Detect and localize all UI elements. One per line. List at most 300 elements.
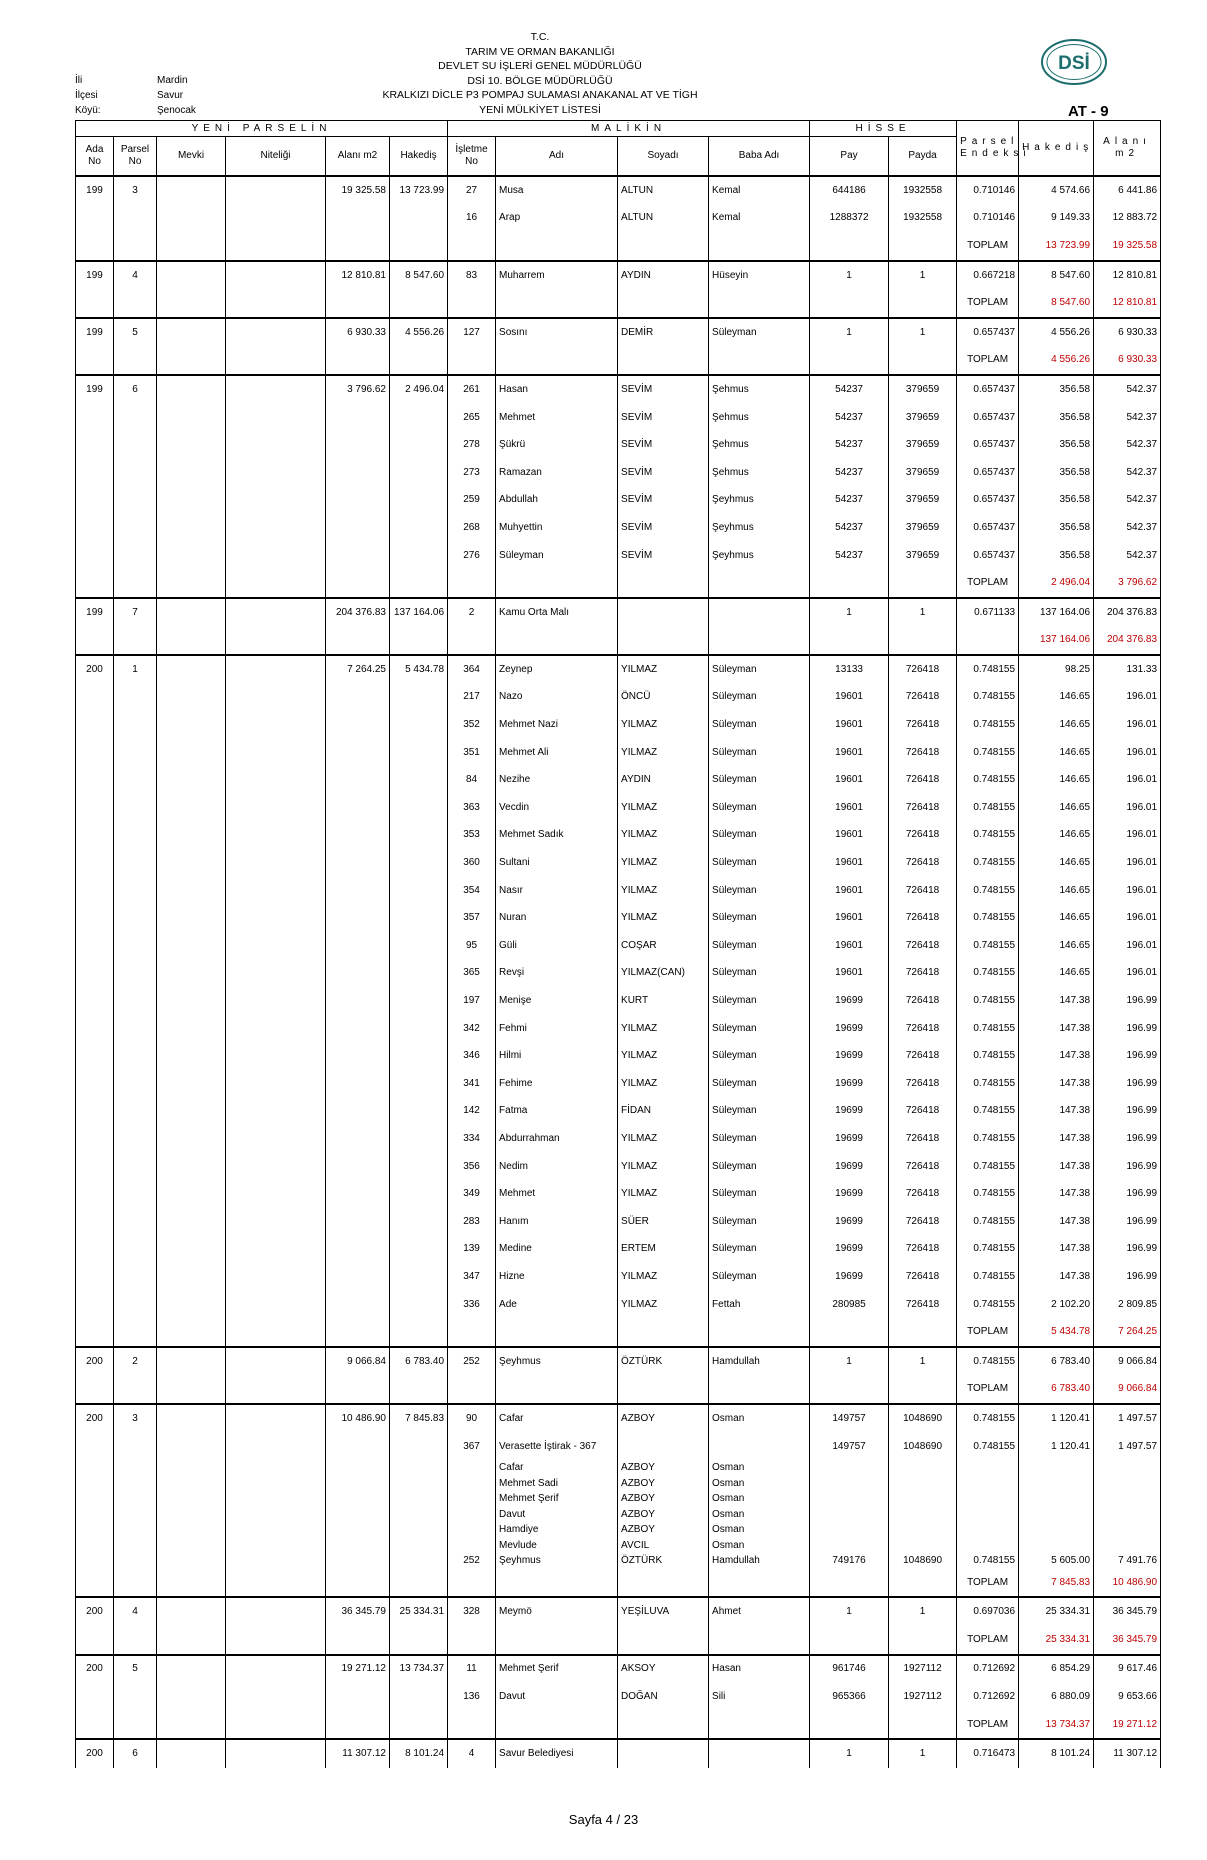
cell-empty (390, 739, 448, 767)
cell-payda: 726418 (889, 1180, 957, 1208)
cell-empty (618, 1626, 709, 1655)
meta-key: Köyü: (75, 105, 101, 116)
cell-pay: 19699 (810, 1236, 889, 1264)
cell-empty (390, 766, 448, 794)
cell-owner-hakedis: 146.65 (1019, 877, 1094, 905)
cell-owner-name: Abdullah (496, 487, 618, 515)
cell-owner-hakedis: 146.65 (1019, 849, 1094, 877)
cell-owner-alan: 196.01 (1094, 904, 1161, 932)
cell-niteligi (226, 1655, 326, 1684)
total-row (76, 627, 1161, 656)
cell-owner-alan: 542.37 (1094, 404, 1161, 432)
cell-father-name: Hasan (709, 1655, 810, 1684)
cell-pay: 19699 (810, 1015, 889, 1043)
cell-empty (390, 1626, 448, 1655)
dsi-logo-icon (1040, 38, 1108, 86)
cell-empty (157, 1098, 226, 1126)
cell-father-name: Süleyman (709, 684, 810, 712)
cell-empty (326, 1098, 390, 1126)
total-row (76, 347, 1161, 376)
cell-empty (114, 766, 157, 794)
cell-owner-name: Mehmet Sadık (496, 822, 618, 850)
cell-isletme-no: 268 (448, 514, 496, 542)
cell-pay: 1 (810, 1739, 889, 1768)
cell-pay: 19699 (810, 987, 889, 1015)
cell-empty (448, 347, 496, 376)
cell-empty (157, 1460, 226, 1476)
cell-father-name: Osman (709, 1507, 810, 1523)
cell-parsel-endeksi: 0.748155 (957, 1042, 1019, 1070)
cell-isletme-no: 349 (448, 1180, 496, 1208)
total-hakedis: 4 556.26 (1019, 347, 1094, 376)
cell-payda: 726418 (889, 1098, 957, 1126)
cell-empty (157, 347, 226, 376)
cell-owner-hakedis: 137 164.06 (1019, 598, 1094, 627)
cell-empty (618, 1569, 709, 1598)
cell-pay: 54237 (810, 431, 889, 459)
cell-isletme-no: 4 (448, 1739, 496, 1768)
cell-empty (226, 1683, 326, 1711)
cell-payda: 1927112 (889, 1683, 957, 1711)
cell-empty (114, 1538, 157, 1554)
cell-owner-alan: 542.37 (1094, 487, 1161, 515)
cell-empty (618, 232, 709, 261)
cell-parsel-no: 1 (114, 655, 157, 684)
cell-empty (390, 684, 448, 712)
cell-owner-name: Muharrem (496, 261, 618, 290)
total-row (76, 1626, 1161, 1655)
cell-owner-name: Mehmet Ali (496, 739, 618, 767)
cell-empty (448, 627, 496, 656)
cell-alan: 36 345.79 (326, 1597, 390, 1626)
cell-empty (618, 627, 709, 656)
cell-owner-alan: 196.99 (1094, 1236, 1161, 1264)
cell-isletme-no: 346 (448, 1042, 496, 1070)
cell-empty (114, 794, 157, 822)
cell-pay: 19699 (810, 1125, 889, 1153)
cell-empty (114, 1553, 157, 1569)
cell-owner-alan: 9 066.84 (1094, 1347, 1161, 1376)
cell-owner-alan: 196.99 (1094, 1098, 1161, 1126)
cell-owner-alan (1094, 1476, 1161, 1492)
cell-payda: 726418 (889, 1015, 957, 1043)
cell-owner-hakedis: 2 102.20 (1019, 1291, 1094, 1319)
cell-pay: 19601 (810, 904, 889, 932)
table-row (76, 904, 1161, 932)
cell-owner-alan: 196.01 (1094, 822, 1161, 850)
cell-empty (709, 347, 810, 376)
col-hakedis-result: Hakediş (1019, 121, 1094, 177)
cell-empty (157, 794, 226, 822)
cell-father-name: Şeyhmus (709, 514, 810, 542)
cell-empty (709, 569, 810, 598)
cell-empty (390, 404, 448, 432)
cell-empty (157, 932, 226, 960)
cell-empty (496, 569, 618, 598)
cell-niteligi (226, 261, 326, 290)
cell-parsel-no: 5 (114, 318, 157, 347)
cell-empty (390, 794, 448, 822)
cell-parsel-endeksi: 0.748155 (957, 822, 1019, 850)
cell-parsel-endeksi: 0.657437 (957, 318, 1019, 347)
cell-owner-name: Musa (496, 176, 618, 205)
total-hakedis: 2 496.04 (1019, 569, 1094, 598)
cell-owner-hakedis (1019, 1538, 1094, 1554)
table-row (76, 1655, 1161, 1684)
cell-owner-hakedis: 4 556.26 (1019, 318, 1094, 347)
total-alan: 9 066.84 (1094, 1376, 1161, 1405)
cell-empty (226, 487, 326, 515)
cell-empty (496, 627, 618, 656)
cell-parsel-endeksi: 0.748155 (957, 711, 1019, 739)
cell-father-name: Süleyman (709, 877, 810, 905)
cell-empty (390, 1291, 448, 1319)
cell-owner-surname: SEVİM (618, 514, 709, 542)
cell-owner-surname: AZBOY (618, 1507, 709, 1523)
cell-payda: 1 (889, 261, 957, 290)
total-hakedis: 7 845.83 (1019, 1569, 1094, 1598)
cell-payda: 379659 (889, 375, 957, 404)
cell-empty (157, 1042, 226, 1070)
cell-empty (76, 877, 114, 905)
table-row (76, 1683, 1161, 1711)
cell-owner-alan: 9 653.66 (1094, 1683, 1161, 1711)
cell-owner-name: Menişe (496, 987, 618, 1015)
cell-empty (157, 1711, 226, 1740)
cell-empty (157, 1569, 226, 1598)
cell-owner-alan: 1 497.57 (1094, 1404, 1161, 1433)
cell-ada-no: 199 (76, 598, 114, 627)
cell-father-name: Süleyman (709, 739, 810, 767)
cell-owner-surname: YILMAZ (618, 794, 709, 822)
cell-empty (889, 232, 957, 261)
cell-owner-surname: SÜER (618, 1208, 709, 1236)
cell-payda: 379659 (889, 404, 957, 432)
col-isletme-no: İşletme No (448, 137, 496, 177)
cell-empty (326, 1042, 390, 1070)
cell-empty (114, 347, 157, 376)
cell-empty (76, 1569, 114, 1598)
cell-empty (76, 627, 114, 656)
cell-isletme-no: 283 (448, 1208, 496, 1236)
cell-empty (390, 822, 448, 850)
cell-pay: 19601 (810, 877, 889, 905)
cell-ada-no: 199 (76, 375, 114, 404)
cell-owner-surname: DOĞAN (618, 1683, 709, 1711)
cell-empty (390, 1491, 448, 1507)
cell-empty (76, 1522, 114, 1538)
total-label: TOPLAM (957, 1569, 1019, 1598)
cell-payda: 1932558 (889, 176, 957, 205)
total-label: TOPLAM (957, 232, 1019, 261)
cell-empty (326, 1491, 390, 1507)
cell-owner-surname: YILMAZ(CAN) (618, 960, 709, 988)
cell-empty (226, 1522, 326, 1538)
cell-empty (114, 1153, 157, 1181)
cell-isletme-no: 347 (448, 1263, 496, 1291)
cell-empty (709, 1626, 810, 1655)
cell-father-name: Şehmus (709, 459, 810, 487)
cell-empty (157, 1153, 226, 1181)
col-parsel-endeksi: Parsel Endeksi (957, 121, 1019, 177)
cell-ada-no: 200 (76, 1655, 114, 1684)
cell-empty (226, 232, 326, 261)
cell-owner-surname: YILMAZ (618, 849, 709, 877)
cell-empty (114, 739, 157, 767)
cell-pay: 19699 (810, 1180, 889, 1208)
cell-empty (390, 1208, 448, 1236)
cell-owner-alan: 196.99 (1094, 1153, 1161, 1181)
cell-ada-no: 200 (76, 1347, 114, 1376)
cell-empty (226, 904, 326, 932)
cell-empty (76, 1376, 114, 1405)
cell-empty (157, 459, 226, 487)
meta-key: İlçesi (75, 90, 98, 101)
cell-parsel-endeksi: 0.748155 (957, 1553, 1019, 1569)
cell-payda: 726418 (889, 684, 957, 712)
cell-empty (226, 404, 326, 432)
cell-pay (810, 1460, 889, 1476)
table-row (76, 1739, 1161, 1768)
cell-mevki (157, 1404, 226, 1433)
cell-empty (390, 1553, 448, 1569)
cell-empty (709, 1318, 810, 1347)
cell-owner-hakedis: 147.38 (1019, 1263, 1094, 1291)
cell-owner-alan (1094, 1491, 1161, 1507)
cell-owner-surname: AZBOY (618, 1491, 709, 1507)
cell-mevki (157, 598, 226, 627)
cell-empty (326, 404, 390, 432)
cell-owner-hakedis: 356.58 (1019, 459, 1094, 487)
cell-parsel-endeksi: 0.748155 (957, 655, 1019, 684)
header-line: DEVLET SU İŞLERİ GENEL MÜDÜRLÜĞÜ (438, 60, 642, 72)
cell-owner-hakedis (1019, 1476, 1094, 1492)
cell-mevki (157, 1655, 226, 1684)
cell-empty (226, 932, 326, 960)
cell-empty (157, 711, 226, 739)
cell-owner-name: Hamdiye (496, 1522, 618, 1538)
cell-father-name: Süleyman (709, 1236, 810, 1264)
cell-owner-hakedis: 98.25 (1019, 655, 1094, 684)
cell-parsel-endeksi (957, 1522, 1019, 1538)
cell-isletme-no: 197 (448, 987, 496, 1015)
cell-pay: 19601 (810, 849, 889, 877)
cell-pay: 19601 (810, 960, 889, 988)
cell-empty (390, 1683, 448, 1711)
cell-payda: 726418 (889, 877, 957, 905)
cell-empty (157, 569, 226, 598)
cell-empty (226, 877, 326, 905)
total-hakedis: 5 434.78 (1019, 1318, 1094, 1347)
cell-empty (709, 627, 810, 656)
cell-empty (157, 1263, 226, 1291)
cell-owner-name: Cafar (496, 1460, 618, 1476)
cell-empty (114, 514, 157, 542)
cell-empty (810, 569, 889, 598)
cell-empty (114, 431, 157, 459)
cell-owner-name: Muhyettin (496, 514, 618, 542)
cell-alan: 6 930.33 (326, 318, 390, 347)
cell-owner-name: Vecdin (496, 794, 618, 822)
cell-owner-hakedis: 147.38 (1019, 1015, 1094, 1043)
table-row (76, 1208, 1161, 1236)
cell-empty (390, 1070, 448, 1098)
cell-owner-hakedis: 146.65 (1019, 904, 1094, 932)
cell-owner-name: Süleyman (496, 542, 618, 570)
cell-isletme-no: 273 (448, 459, 496, 487)
cell-empty (76, 1098, 114, 1126)
cell-owner-surname: AYDIN (618, 766, 709, 794)
cell-empty (496, 1626, 618, 1655)
cell-pay: 19699 (810, 1263, 889, 1291)
total-label (957, 627, 1019, 656)
cell-payda: 379659 (889, 514, 957, 542)
cell-owner-hakedis (1019, 1522, 1094, 1538)
cell-empty (448, 1569, 496, 1598)
cell-owner-alan: 7 491.76 (1094, 1553, 1161, 1569)
cell-owner-name: Şeyhmus (496, 1553, 618, 1569)
cell-alan: 19 271.12 (326, 1655, 390, 1684)
table-row (76, 794, 1161, 822)
table-row (76, 1070, 1161, 1098)
cell-owner-alan: 542.37 (1094, 375, 1161, 404)
cell-empty (390, 1711, 448, 1740)
cell-parsel-endeksi: 0.748155 (957, 684, 1019, 712)
cell-empty (326, 987, 390, 1015)
cell-empty (326, 1711, 390, 1740)
cell-isletme-no: 278 (448, 431, 496, 459)
cell-owner-hakedis: 147.38 (1019, 1042, 1094, 1070)
cell-empty (157, 1507, 226, 1523)
cell-owner-hakedis (1019, 1507, 1094, 1523)
cell-owner-name: Hizne (496, 1263, 618, 1291)
cell-owner-surname: YILMAZ (618, 1042, 709, 1070)
cell-hakedis: 25 334.31 (390, 1597, 448, 1626)
cell-owner-surname: YILMAZ (618, 711, 709, 739)
cell-empty (114, 1683, 157, 1711)
cell-empty (157, 987, 226, 1015)
cell-parsel-endeksi: 0.748155 (957, 1208, 1019, 1236)
cell-owner-name: Mehmet Şerif (496, 1491, 618, 1507)
cell-owner-name: Hasan (496, 375, 618, 404)
cell-empty (390, 459, 448, 487)
cell-empty (114, 289, 157, 318)
cell-isletme-no: 342 (448, 1015, 496, 1043)
cell-parsel-endeksi: 0.748155 (957, 1125, 1019, 1153)
cell-isletme-no: 336 (448, 1291, 496, 1319)
cell-empty (226, 1153, 326, 1181)
cell-empty (76, 960, 114, 988)
cell-empty (114, 849, 157, 877)
table-row (76, 932, 1161, 960)
cell-pay (810, 1476, 889, 1492)
cell-empty (157, 289, 226, 318)
cell-father-name: Sili (709, 1683, 810, 1711)
cell-empty (390, 487, 448, 515)
total-label: TOPLAM (957, 289, 1019, 318)
cell-empty (76, 1015, 114, 1043)
cell-empty (114, 232, 157, 261)
cell-empty (326, 1553, 390, 1569)
cell-owner-alan: 196.01 (1094, 684, 1161, 712)
cell-empty (76, 766, 114, 794)
cell-owner-surname: YILMAZ (618, 1180, 709, 1208)
cell-empty (709, 1376, 810, 1405)
cell-father-name: Şeyhmus (709, 542, 810, 570)
cell-empty (326, 1180, 390, 1208)
cell-empty (709, 1569, 810, 1598)
cell-parsel-endeksi: 0.748155 (957, 1404, 1019, 1433)
cell-parsel-endeksi: 0.712692 (957, 1683, 1019, 1711)
cell-parsel-endeksi: 0.667218 (957, 261, 1019, 290)
cell-empty (326, 1291, 390, 1319)
cell-isletme-no: 136 (448, 1683, 496, 1711)
cell-parsel-endeksi: 0.716473 (957, 1739, 1019, 1768)
table-row (76, 375, 1161, 404)
header-line: TARIM VE ORMAN BAKANLIĞI (465, 45, 615, 58)
cell-empty (390, 1569, 448, 1598)
cell-mevki (157, 1347, 226, 1376)
table-row (76, 1507, 1161, 1523)
cell-father-name: Hüseyin (709, 261, 810, 290)
table-row (76, 1347, 1161, 1376)
cell-owner-surname: ÖZTÜRK (618, 1553, 709, 1569)
table-row (76, 684, 1161, 712)
cell-isletme-no: 334 (448, 1125, 496, 1153)
cell-father-name: Süleyman (709, 1125, 810, 1153)
cell-empty (326, 932, 390, 960)
cell-empty (810, 1318, 889, 1347)
cell-isletme-no: 341 (448, 1070, 496, 1098)
cell-hakedis: 5 434.78 (390, 655, 448, 684)
cell-father-name: Süleyman (709, 655, 810, 684)
cell-parsel-endeksi: 0.748155 (957, 739, 1019, 767)
cell-empty (326, 739, 390, 767)
cell-owner-hakedis: 6 880.09 (1019, 1683, 1094, 1711)
cell-owner-name: Fehime (496, 1070, 618, 1098)
cell-payda (889, 1538, 957, 1554)
cell-empty (76, 1153, 114, 1181)
cell-payda: 726418 (889, 1153, 957, 1181)
cell-isletme-no: 365 (448, 960, 496, 988)
cell-empty (226, 1098, 326, 1126)
cell-empty (226, 1491, 326, 1507)
cell-owner-alan: 196.01 (1094, 849, 1161, 877)
cell-empty (226, 1291, 326, 1319)
cell-empty (326, 347, 390, 376)
cell-empty (326, 1263, 390, 1291)
cell-empty (226, 347, 326, 376)
table-row (76, 1491, 1161, 1507)
cell-pay: 1 (810, 1597, 889, 1626)
cell-parsel-endeksi: 0.748155 (957, 1153, 1019, 1181)
cell-payda: 1 (889, 1739, 957, 1768)
cell-ada-no: 200 (76, 1597, 114, 1626)
cell-empty (157, 1070, 226, 1098)
cell-payda (889, 1522, 957, 1538)
cell-owner-surname: YILMAZ (618, 655, 709, 684)
cell-empty (448, 232, 496, 261)
cell-empty (390, 347, 448, 376)
cell-empty (889, 627, 957, 656)
cell-owner-surname: YILMAZ (618, 877, 709, 905)
cell-parsel-endeksi: 0.710146 (957, 176, 1019, 205)
cell-empty (390, 289, 448, 318)
cell-hakedis: 6 783.40 (390, 1347, 448, 1376)
total-hakedis: 13 734.37 (1019, 1711, 1094, 1740)
cell-empty (226, 739, 326, 767)
table-row (76, 711, 1161, 739)
